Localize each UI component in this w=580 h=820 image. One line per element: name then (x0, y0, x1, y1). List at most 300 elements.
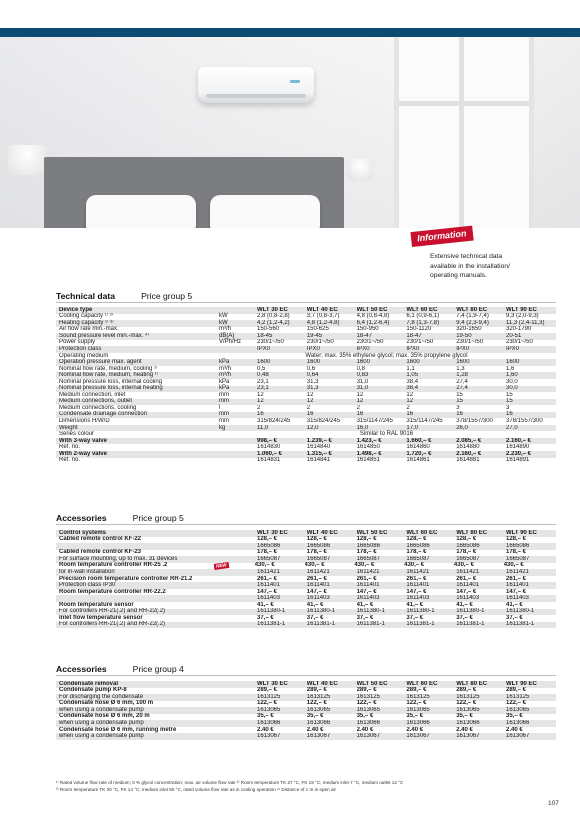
row-label: Room temperature controller RR-22.2 (59, 588, 166, 595)
table-cell: 1613065 (406, 706, 430, 713)
table-cell: 128,– € (406, 536, 427, 543)
table-cell: 1611380-1 (456, 608, 485, 615)
table-cell: 430,– € (503, 562, 524, 569)
table-cell: 1611401 (356, 582, 380, 589)
table-cell: 430,– € (304, 562, 325, 569)
row-label: Room temperature sensor (59, 601, 134, 608)
window-graphic (394, 37, 534, 228)
table-cell: 430,– € (404, 562, 425, 569)
table-row (56, 622, 556, 629)
table-cell: 1600 (306, 359, 321, 366)
table-cell: 12 (257, 391, 264, 398)
table-cell: 128,– € (257, 536, 278, 543)
table-cell: 289,– € (505, 687, 527, 694)
table-cell: 7,4 (1,9-7,4) (456, 313, 489, 320)
column-header: WLT 60 EC (406, 306, 438, 313)
row-label: Nominal flow rate, medium, cooling ¹⁾ (59, 365, 158, 372)
row-label: Precision room temperature controller RR-21.2 (59, 575, 193, 582)
table-cell: 1611401 (306, 582, 330, 589)
price-group: Price group 5 (141, 291, 193, 301)
table-cell: 315/1147/245 (406, 417, 443, 424)
table-cell: 1614840 (306, 444, 331, 451)
table-cell: IPX0 (406, 345, 420, 352)
table-cell: 23,1 (257, 385, 269, 392)
information-text: Extensive technical data available in the installation/ operating manuals. (430, 252, 510, 280)
table-cell: 2.085,– € (456, 437, 482, 444)
product-photo (0, 37, 580, 228)
table-cell: 35,– € (257, 713, 274, 720)
table-cell: 2.160,– € (505, 437, 532, 444)
table-cell: 1,28 (456, 372, 468, 379)
table-row (56, 733, 556, 740)
table-cell: 1613067 (406, 733, 430, 740)
column-header: WLT 90 EC (505, 306, 537, 313)
table-cell: 35,– € (505, 713, 523, 720)
table-cell: 122,– € (456, 700, 477, 707)
table-cell: 3 (505, 404, 510, 411)
header-bar (0, 0, 580, 37)
table-cell: 3 (456, 404, 460, 411)
table-cell: 41,– € (406, 601, 424, 608)
table-cell: 261,– € (306, 575, 327, 582)
row-label: Heating capacity ¹⁾ ³⁾ (59, 319, 114, 326)
table-cell: 0,6 (306, 365, 316, 372)
table-cell: IPX0 (356, 345, 370, 352)
table-cell: 1.660,– € (406, 437, 432, 444)
table-cell: 430,– € (453, 562, 474, 569)
column-header: WLT 40 EC (306, 529, 338, 536)
table-cell: 4,8 (1,2-4,8) (306, 319, 340, 326)
table-cell: IPX0 (505, 345, 519, 352)
table-cell: 0,83 (356, 372, 369, 379)
table-cell: IPX0 (456, 345, 470, 352)
table-cell: 16 (356, 411, 364, 418)
table-cell: 2.230,– € (505, 450, 532, 457)
column-header: WLT 90 EC (505, 680, 537, 687)
table-cell: 16 (456, 411, 463, 418)
table-cell: 1613066 (257, 719, 281, 726)
row-label: Medium connections, cooling (59, 404, 137, 411)
table-cell: 230/1~/50 (356, 339, 384, 346)
row-label: Series colour (59, 431, 95, 438)
row-label: Cabled remote control KF-23 (59, 549, 142, 556)
row-unit: kW (219, 313, 228, 320)
table-cell: 12 (356, 391, 364, 398)
table-cell: 37,– € (306, 614, 324, 621)
row-label: Nominal pressure loss, internal heating (59, 385, 163, 392)
pillow (210, 195, 320, 228)
row-label: For controllers RR-21(.2) and RR-22(.2) (59, 608, 166, 615)
table-cell: 1611403 (406, 595, 430, 602)
table-cell: 1665086 (456, 542, 480, 549)
table-cell: 1665087 (505, 555, 530, 562)
accessories-condensate-table (56, 681, 556, 740)
table-cell: 12 (306, 398, 314, 405)
column-header: WLT 40 EC (306, 306, 338, 313)
table-cell: 23,1 (257, 378, 269, 385)
table-cell: 378/1557/300 (505, 417, 543, 424)
table-cell: 1611380-1 (306, 608, 336, 615)
table-cell: 3,7 (0,8-3,7) (306, 313, 340, 320)
table-cell: 1,60 (505, 372, 518, 379)
table-cell: 1.239,– € (306, 437, 332, 444)
table-cell: 178,– € (505, 549, 527, 556)
table-cell: 0,48 (257, 372, 269, 379)
table-cell: 230/1~/50 (406, 339, 434, 346)
table-cell: 1613067 (456, 733, 480, 740)
table-cell: 998,– € (257, 437, 278, 444)
row-unit: kW (219, 319, 228, 326)
table-cell: 128,– € (306, 536, 327, 543)
table-cell: 1613065 (456, 706, 480, 713)
table-cell: 261,– € (456, 575, 477, 582)
row-label: Ref. no. (59, 457, 81, 464)
column-header: WLT 30 EC (257, 680, 288, 687)
table-cell: 31,0 (356, 385, 369, 392)
table-cell: 150-1120 (406, 326, 432, 333)
table-cell: 1611401 (456, 582, 480, 589)
table-cell: 1613065 (306, 706, 331, 713)
air-conditioner-unit (198, 67, 314, 103)
table-cell: 178,– € (456, 549, 477, 556)
table-cell: 261,– € (406, 575, 427, 582)
row-label: Nominal pressure loss, internal cooling (59, 378, 163, 385)
table-cell: 1613125 (456, 693, 480, 700)
row-span-value: Water; max. 35% ethylene glycol; max. 35% propylene glycol (305, 352, 468, 359)
row-label: when using a condensate pump (59, 719, 144, 726)
technical-data-table (56, 307, 556, 464)
price-group: Price group 4 (132, 664, 184, 674)
row-span-value: Similar to RAL 9016 (359, 431, 414, 438)
table-cell: 2.40 € (505, 726, 523, 733)
table-cell: 2.40 € (356, 726, 374, 733)
table-cell: 1600 (406, 359, 420, 366)
table-cell: 1600 (456, 359, 470, 366)
row-label: Dimensions H/W/D (59, 417, 110, 424)
table-cell: 2 (406, 404, 410, 411)
table-cell: 27,4 (456, 385, 468, 392)
table-cell: 1,05 (406, 372, 419, 379)
row-label: for in-wall installation (59, 568, 115, 575)
table-cell: 1613066 (356, 719, 380, 726)
table-cell: 1611401 (406, 582, 430, 589)
information-box (410, 228, 570, 281)
table-cell: 230/1~/50 (505, 339, 533, 346)
accessories-control-table (56, 530, 556, 628)
table-cell: 38,4 (406, 385, 419, 392)
table-cell: 7,8 (1,3-7,8) (406, 319, 440, 326)
lamp-right (346, 159, 374, 181)
table-cell: 1.498,– € (356, 450, 382, 457)
column-header: WLT 30 EC (257, 306, 288, 313)
divider (56, 302, 556, 303)
table-cell: 16,0 (356, 424, 369, 431)
table-cell: 1613065 (257, 706, 281, 713)
table-cell: 315/824/245 (257, 417, 291, 424)
table-cell: 1613125 (257, 693, 281, 700)
table-cell: 128,– € (505, 536, 527, 543)
table-cell: 178,– € (257, 549, 278, 556)
column-header: WLT 60 EC (406, 529, 438, 536)
table-cell: 1611380-1 (356, 608, 385, 615)
table-cell: 230/1~/50 (306, 339, 334, 346)
row-label: Medium connections, outlet (59, 398, 133, 405)
table-cell: 31,3 (306, 378, 319, 385)
table-cell: 41,– € (306, 601, 324, 608)
table-cell: 1611381-1 (456, 621, 485, 628)
column-header: WLT 80 EC (456, 529, 488, 536)
table-cell: 4,8 (0,8-4,8) (356, 313, 390, 320)
table-cell: 1613125 (406, 693, 430, 700)
table-cell: 1600 (356, 359, 370, 366)
table-cell: 178,– € (306, 549, 327, 556)
row-label: when using a condensate pump (59, 733, 144, 740)
table-cell: 1614851 (356, 457, 380, 464)
table-cell: 1614881 (456, 457, 480, 464)
table-cell: 30,0 (505, 385, 518, 392)
table-cell: 2.40 € (306, 726, 324, 733)
table-cell: 2 (356, 404, 360, 411)
row-label: Inlet flow temperature sensor (59, 614, 143, 621)
table-cell: 147,– € (406, 588, 427, 595)
row-unit: kg (219, 424, 226, 431)
column-header: WLT 50 EC (356, 306, 388, 313)
row-label: Room temperature controller RR-25 .2 (59, 562, 168, 569)
divider (56, 524, 556, 525)
table-cell: 261,– € (356, 575, 377, 582)
table-cell: IPX0 (306, 345, 320, 352)
row-unit: m³/h (219, 365, 231, 372)
technical-data-title: Technical data Price group 5 (56, 291, 193, 301)
row-label: With 3-way valve (59, 437, 107, 444)
table-cell: 16 (505, 411, 513, 418)
table-cell: 147,– € (257, 588, 278, 595)
table-cell: 1611380-1 (505, 608, 535, 615)
table-cell: 1.423,– € (356, 437, 382, 444)
table-cell: 2.160,– € (456, 450, 482, 457)
row-label: For controllers RR-21(.2) and RR-22(.2) (59, 621, 166, 628)
table-cell: 20-51 (505, 332, 522, 339)
table-cell: 1665086 (505, 542, 530, 549)
table-cell: 1613125 (505, 693, 530, 700)
column-header: WLT 50 EC (356, 680, 388, 687)
table-cell: 16 (406, 411, 414, 418)
table-cell: 2,8 (0,8-2,8) (257, 313, 290, 320)
table-cell: 1611381-1 (257, 621, 286, 628)
table-cell: 122,– € (257, 700, 278, 707)
table-cell: 12 (257, 398, 264, 405)
table-cell: 1611380-1 (406, 608, 435, 615)
row-label: For discharging the condensate (59, 693, 144, 700)
table-cell: 1665086 (406, 542, 430, 549)
table-cell: 11,0 (257, 424, 269, 431)
table-cell: 1600 (505, 359, 520, 366)
table-cell: 289,– € (406, 687, 427, 694)
footnotes: ¹⁾ Rated volume flow rate of medium; 0 % glycol concentration; max. air volume flow rate ²⁾ Room temperature TK 27 °C, FK 19 °C; medium inlet 7 °C, medium outlet 12 °C ³⁾ Room temperature TK 20 °C, FK 14 °C; medium inlet 50 °C, rated volume flow rate as in cooling operation ⁴⁾ Distance of 1 m in open air (56, 780, 404, 793)
table-cell: 1614830 (257, 444, 281, 451)
table-cell: 289,– € (356, 687, 377, 694)
table-cell: 1611403 (356, 595, 380, 602)
row-label: Medium connection, inlet (59, 391, 126, 398)
table-cell: 12 (306, 391, 314, 398)
table-cell: 19-50 (456, 332, 472, 339)
table-cell: 6,4 (1,2-6,4) (356, 319, 390, 326)
row-label: Protection class (59, 345, 102, 352)
table-cell: 122,– € (505, 700, 527, 707)
table-cell: 35,– € (456, 713, 473, 720)
accessories-title-2: Accessories Price group 4 (56, 664, 184, 674)
row-label: Cabled remote control KF-22 (59, 536, 142, 543)
table-cell: 261,– € (505, 575, 527, 582)
table-cell: 2.40 € (257, 726, 274, 733)
table-cell: 0,5 (257, 365, 266, 372)
table-cell: 1665086 (257, 542, 281, 549)
table-cell: 12 (406, 398, 414, 405)
header-label: Condensate removal (59, 680, 119, 687)
table-cell: 1665086 (356, 542, 380, 549)
row-label: Nominal flow rate, medium, heating ¹⁾ (59, 372, 159, 379)
table-cell: 1665087 (456, 555, 480, 562)
table-cell: 1613066 (456, 719, 480, 726)
pillow (86, 195, 196, 228)
table-cell: 1611403 (505, 595, 529, 602)
table-cell: 1611403 (306, 595, 330, 602)
table-cell: 35,– € (306, 713, 324, 720)
table-cell: 18-45 (257, 332, 273, 339)
divider (56, 675, 556, 676)
table-cell: 150-625 (306, 326, 329, 333)
table-cell: 1611421 (356, 568, 380, 575)
column-header: WLT 80 EC (456, 306, 488, 313)
table-cell: 1614891 (505, 457, 530, 464)
table-cell: 430,– € (254, 562, 275, 569)
table-cell: 261,– € (257, 575, 278, 582)
row-unit: mm (219, 417, 229, 424)
table-cell: 128,– € (456, 536, 477, 543)
table-cell: 35,– € (356, 713, 374, 720)
table-cell: 1613066 (306, 719, 331, 726)
table-cell: 26,0 (456, 424, 468, 431)
table-cell: 289,– € (257, 687, 278, 694)
table-cell: 1611381-1 (356, 621, 385, 628)
table-cell: 1613125 (306, 693, 331, 700)
row-unit: dB(A) (219, 332, 235, 339)
table-cell: 1614850 (356, 444, 380, 451)
table-cell: 1614890 (505, 444, 530, 451)
table-cell: 320-1790 (505, 326, 532, 333)
table-cell: 37,– € (257, 614, 274, 621)
row-unit: mm (219, 398, 229, 405)
table-cell: 1665087 (257, 555, 281, 562)
header-label: Control systems (59, 529, 107, 536)
row-label: when using a condensate pump (59, 706, 144, 713)
table-cell: 37,– € (505, 614, 523, 621)
new-badge: NEW (214, 562, 229, 569)
lamp-left (8, 145, 46, 175)
table-cell: 37,– € (406, 614, 424, 621)
row-label: For surface mounting, up to max. 31 devices (59, 555, 178, 562)
table-cell: 178,– € (356, 549, 377, 556)
column-header: WLT 80 EC (456, 680, 488, 687)
row-unit: mm (219, 411, 229, 418)
table-cell: 230/1~/50 (257, 339, 284, 346)
table-cell: 289,– € (456, 687, 477, 694)
table-cell: 2.40 € (406, 726, 424, 733)
table-cell: 41,– € (456, 601, 473, 608)
accessories-title-1: Accessories Price group 5 (56, 513, 184, 523)
table-cell: 38,4 (406, 378, 419, 385)
table-cell: 1611421 (406, 568, 430, 575)
table-cell: 18-47 (356, 332, 372, 339)
row-unit: mm (219, 391, 229, 398)
table-cell: 18-47 (406, 332, 422, 339)
table-cell: 147,– € (306, 588, 327, 595)
table-cell: 15 (456, 398, 463, 405)
row-unit: kPa (219, 359, 230, 366)
table-cell: 178,– € (406, 549, 427, 556)
table-cell: IPX0 (257, 345, 271, 352)
table-cell: 1665087 (306, 555, 331, 562)
table-cell: 1614831 (257, 457, 281, 464)
row-unit: m³/h (219, 372, 231, 379)
row-label: Condensate hose Ø 6 mm, running metre (59, 726, 177, 733)
table-cell: 430,– € (354, 562, 375, 569)
table-cell: 150-950 (356, 326, 379, 333)
table-cell: 1,3 (456, 365, 465, 372)
table-cell: 2 (306, 404, 311, 411)
table-cell: 11,3 (2,4-11,3) (505, 319, 545, 326)
table-cell: 1613066 (406, 719, 430, 726)
table-cell: 1665087 (406, 555, 430, 562)
table-cell: 1611403 (257, 595, 280, 602)
table-cell: 30,0 (505, 378, 518, 385)
table-cell: 1611421 (505, 568, 529, 575)
table-cell: 1614860 (406, 444, 430, 451)
table-cell: 320-1650 (456, 326, 482, 333)
table-cell: 122,– € (306, 700, 327, 707)
table-cell: 19-45 (306, 332, 323, 339)
page-number: 107 (548, 800, 559, 807)
table-cell: 1613067 (306, 733, 331, 740)
row-label: Air flow rate min.-max. (59, 326, 119, 333)
table-cell: 15 (456, 391, 463, 398)
table-cell: 1611403 (456, 595, 480, 602)
table-row (56, 458, 556, 465)
row-label: Condensate hose Ø 6 mm, 20 m (59, 713, 150, 720)
row-label: Operation pressure max. agent (59, 359, 142, 366)
information-tab: Information (410, 226, 473, 247)
row-label: Condensate drainage connection (59, 411, 148, 418)
table-cell: 27,4 (456, 378, 468, 385)
table-cell: 1613125 (356, 693, 380, 700)
table-cell: 0,8 (356, 365, 365, 372)
table-cell: 37,– € (356, 614, 374, 621)
table-cell: 31,0 (356, 378, 369, 385)
table-cell: 1611401 (505, 582, 529, 589)
table-cell: 16 (257, 411, 264, 418)
table-cell: 4,2 (1,2-4,2) (257, 319, 290, 326)
table-cell: 15 (505, 391, 513, 398)
column-header: WLT 50 EC (356, 529, 388, 536)
table-cell: 1613067 (356, 733, 380, 740)
column-header: WLT 60 EC (406, 680, 438, 687)
table-cell: 2 (257, 404, 261, 411)
table-cell: 16 (306, 411, 314, 418)
table-cell: 1665086 (306, 542, 331, 549)
header-label: Device type (59, 306, 93, 313)
table-cell: 1614841 (306, 457, 331, 464)
table-cell: 27,0 (505, 424, 518, 431)
